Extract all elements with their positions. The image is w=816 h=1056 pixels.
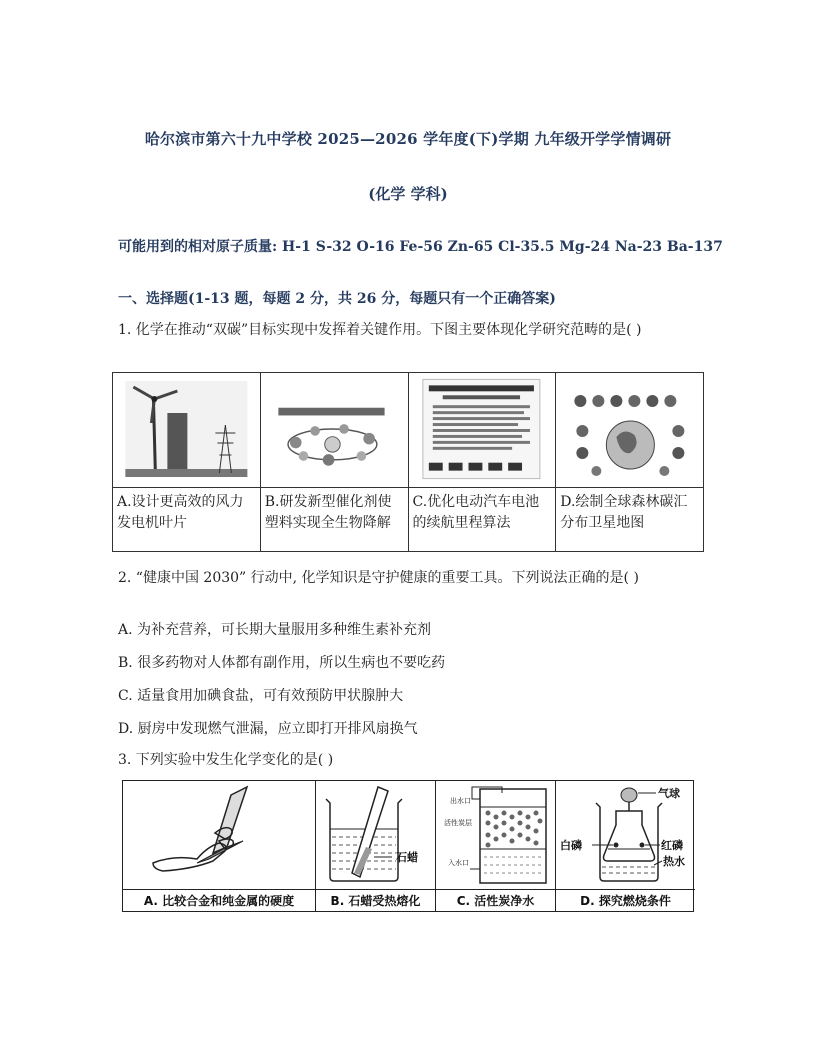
- wax-label: 石蜡: [396, 851, 418, 864]
- ev-battery-poster-image: [408, 373, 556, 488]
- combustion-experiment-image: [556, 781, 695, 889]
- question-1-options-table: [112, 372, 704, 552]
- carbon-sink-map-image: [556, 373, 704, 488]
- question-3-caption-b[interactable]: B. 石蜡受热熔化: [316, 889, 436, 912]
- question-1-option-c[interactable]: C.优化电动汽车电池的续航里程算法: [408, 488, 556, 552]
- hot-water-label: 热水: [663, 855, 685, 868]
- question-3-caption-c[interactable]: C. 活性炭净水: [436, 889, 556, 912]
- carbon-filter-image: [436, 781, 556, 889]
- question-2-option-c[interactable]: C. 适量食用加碘食盐，可有效预防甲状腺肿大: [118, 688, 404, 704]
- atomic-masses: 可能用到的相对原子质量: H-1 S-32 O-16 Fe-56 Zn-65 Cl-35.5 Mg-24 Na-23 Ba-137: [118, 239, 723, 255]
- carbon-layer-label: 活性炭层: [444, 819, 472, 827]
- question-3-stem: 3. 下列实验中发生化学变化的是( ): [118, 752, 334, 768]
- red-phosphorus-label: 红磷: [661, 839, 683, 852]
- exam-subject: (化学 学科): [368, 185, 448, 203]
- wax-melting-image: [316, 781, 436, 889]
- alloy-hardness-image: [123, 781, 316, 889]
- question-1-stem: 1. 化学在推动“双碳”目标实现中发挥着关键作用。下图主要体现化学研究范畴的是( ): [118, 322, 642, 338]
- wind-turbine-image: [113, 373, 261, 488]
- question-1-option-b[interactable]: B.研发新型催化剂使塑料实现全生物降解: [260, 488, 408, 552]
- question-3-caption-d[interactable]: D. 探究燃烧条件: [556, 889, 695, 912]
- question-3-figure: [122, 780, 694, 912]
- question-1-option-a[interactable]: A.设计更高效的风力发电机叶片: [113, 488, 261, 552]
- catalyst-diagram-image: [260, 373, 408, 488]
- question-2-stem: 2. “健康中国 2030” 行动中, 化学知识是守护健康的重要工具。下列说法正确的是( ): [118, 570, 639, 586]
- question-1-option-d[interactable]: D.绘制全球森林碳汇分布卫星地图: [556, 488, 704, 552]
- question-2-option-d[interactable]: D. 厨房中发现燃气泄漏，应立即打开排风扇换气: [118, 721, 418, 737]
- outlet-label: 出水口: [450, 797, 471, 805]
- balloon-label: 气球: [658, 787, 680, 800]
- section-heading: 一、选择题(1-13 题，每题 2 分，共 26 分，每题只有一个正确答案): [118, 291, 556, 307]
- question-3-caption-a[interactable]: A. 比较合金和纯金属的硬度: [123, 889, 316, 912]
- white-phosphorus-label: 白磷: [560, 839, 582, 852]
- question-2-option-b[interactable]: B. 很多药物对人体都有副作用，所以生病也不要吃药: [118, 655, 446, 671]
- exam-title: 哈尔滨市第六十九中学校 2025—2026 学年度(下)学期 九年级开学学情调研: [144, 130, 672, 148]
- question-2-option-a[interactable]: A. 为补充营养，可长期大量服用多种维生素补充剂: [118, 622, 432, 638]
- inlet-label: 入水口: [448, 859, 469, 867]
